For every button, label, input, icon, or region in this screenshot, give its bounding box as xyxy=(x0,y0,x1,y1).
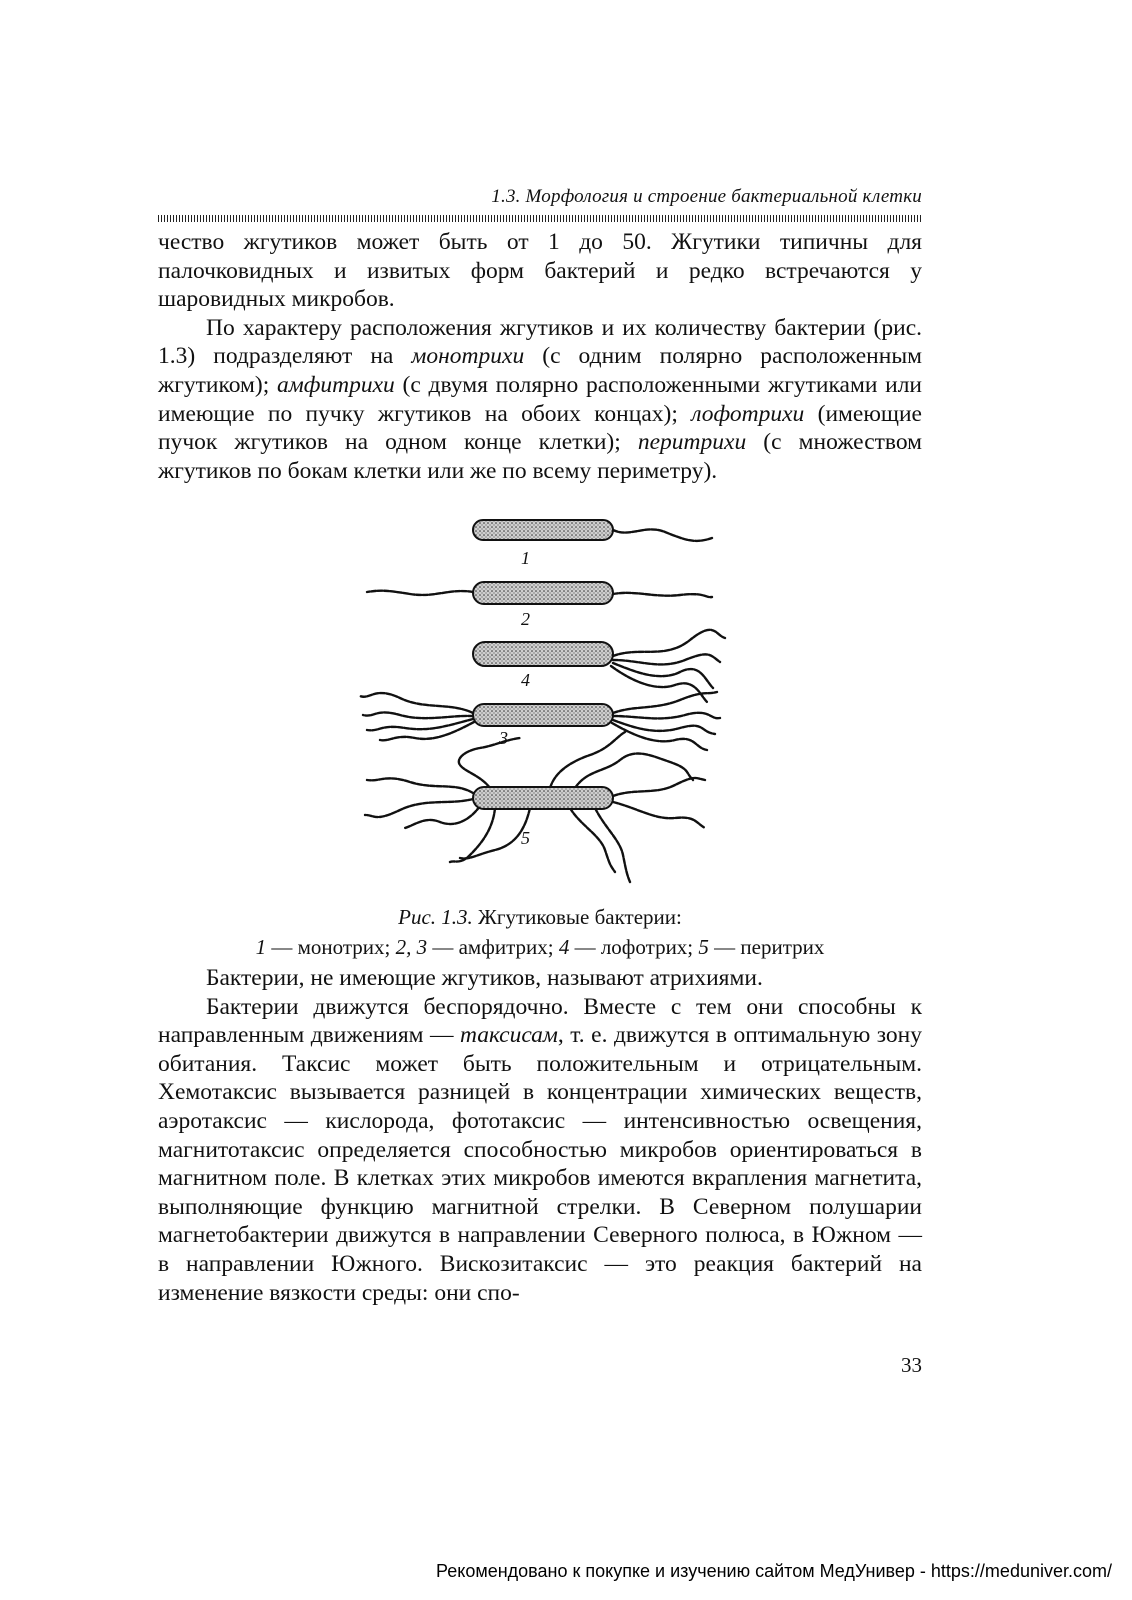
figure-label-2: 2 xyxy=(521,609,530,629)
paragraph-2-part-e: (с множеством жгутиков по бокам клетки или же по всему периметру). xyxy=(158,429,922,484)
flagellum xyxy=(405,806,480,828)
caption-text-2-3: — амфитрих; xyxy=(427,935,559,959)
flagellum xyxy=(570,808,615,872)
footer-note: Рекомендовано к покупке и изучению сайтом МедУнивер - https://meduniver.com/ xyxy=(436,1561,1112,1581)
caption-num-2-3: 2, 3 xyxy=(395,935,428,959)
bacterium-cell-5 xyxy=(473,787,613,809)
figure-label-1: 1 xyxy=(521,548,530,568)
caption-num-1: 1 xyxy=(255,935,267,959)
bacterium-cell-2 xyxy=(473,582,613,604)
paragraph-2-part-d: (имеющие пучок жгутиков на одном конце клетки); xyxy=(158,400,922,456)
flagellated-bacteria-figure xyxy=(355,510,735,895)
caption-text-5: — перитрих xyxy=(708,935,825,959)
figure-label-3: 3 xyxy=(499,728,508,748)
flagellum xyxy=(613,713,720,719)
caption-num-5: 5 xyxy=(698,935,709,959)
caption-text-4: — лофотрих; xyxy=(569,935,699,959)
term-peritrichous: перитрихи xyxy=(637,429,747,456)
paragraph-2-part-b: (с одним полярно расположенным жгутиком); xyxy=(158,343,922,398)
paragraph-2-part-a: По характеру расположения жгутиков и их количеству бактерии (рис. 1.3) подразделяют на xyxy=(158,314,922,370)
figure-caption xyxy=(158,902,922,962)
flagellum xyxy=(613,630,725,656)
term-amphitrichous: амфитрихи xyxy=(276,371,395,398)
flagellum xyxy=(612,723,707,750)
page-number: 33 xyxy=(901,1353,922,1377)
flagellum xyxy=(363,712,473,718)
flagellum xyxy=(613,802,705,828)
caption-title-line xyxy=(158,902,922,932)
flagellum xyxy=(450,808,495,862)
paragraph-4 xyxy=(158,993,922,1308)
bacterium-cell-1 xyxy=(473,520,613,540)
caption-figure-ref: Рис. 1.3. xyxy=(398,905,473,929)
figure-label-5: 5 xyxy=(521,828,530,848)
figure-label-4: 4 xyxy=(521,670,530,690)
paragraph-1: чество жгутиков может быть от 1 до 50. Жгутики типичны для палочковидных и извитых форм бактерий и редко встречаются у шаровидных микробов. xyxy=(158,229,922,313)
flagellum xyxy=(360,693,473,713)
flagellum xyxy=(367,778,473,793)
flagellum xyxy=(575,754,693,788)
flagellum xyxy=(365,799,473,817)
flagellum xyxy=(380,722,474,740)
flagellum xyxy=(613,593,712,597)
flagellum xyxy=(613,529,712,540)
flagellum xyxy=(459,738,520,788)
caption-num-4: 4 xyxy=(558,935,570,959)
flagellum xyxy=(367,591,473,595)
term-taxis: таксисам xyxy=(460,1022,558,1049)
header-rule xyxy=(158,215,922,222)
bacterium-cell-3 xyxy=(473,704,613,726)
caption-text-1: — монотрих; xyxy=(266,935,396,959)
flagellum xyxy=(550,732,625,788)
bacterium-cell-4 xyxy=(473,642,613,666)
flagellum xyxy=(613,778,705,796)
term-monotrichous: монотрихи xyxy=(411,343,525,370)
caption-title: Жгутиковые бактерии: xyxy=(472,905,682,929)
text-block-bottom xyxy=(158,964,922,1307)
paragraph-2 xyxy=(158,314,922,486)
paragraph-2-part-c: (с двумя полярно расположенными жгутиками или имеющие по пучку жгутиков на обоих концах); xyxy=(158,371,923,427)
paragraph-3: Бактерии, не имеющие жгутиков, называют атрихиями. xyxy=(206,965,763,991)
paragraph-4-part-a: Бактерии движутся беспорядочно. Вместе с тем они способны к направленным движениям — xyxy=(158,993,922,1049)
caption-legend-line xyxy=(158,932,922,962)
text-block-top xyxy=(158,228,922,485)
flagellum xyxy=(367,719,473,730)
flagellum xyxy=(595,808,630,882)
paragraph-4-part-b: , т. е. движутся в оптимальную зону обитания. Таксис может быть положительным и отрицательным. Хемотаксис вызывается разницей в концентрации химических веществ, аэротаксис — кислорода, фототаксис — интенсивностью освещения, магнитотаксис определяется способностью микробов ориентироваться в магнитном поле. В клетках этих микробов имеются вкрапления магнетита, выполняющие функцию магнитной стрелки. В Северном полушарии магнетобактерии движутся в направлении Северного полюса, в Южном — в направлении Южного. Вискозитаксис — это реакция бактерий на изменение вязкости среды: они спо- xyxy=(158,1022,923,1306)
term-lophotrichous: лофотрихи xyxy=(691,400,805,427)
running-header: 1.3. Морфология и строение бактериальной клетки xyxy=(491,186,922,207)
flagellum xyxy=(613,654,720,664)
